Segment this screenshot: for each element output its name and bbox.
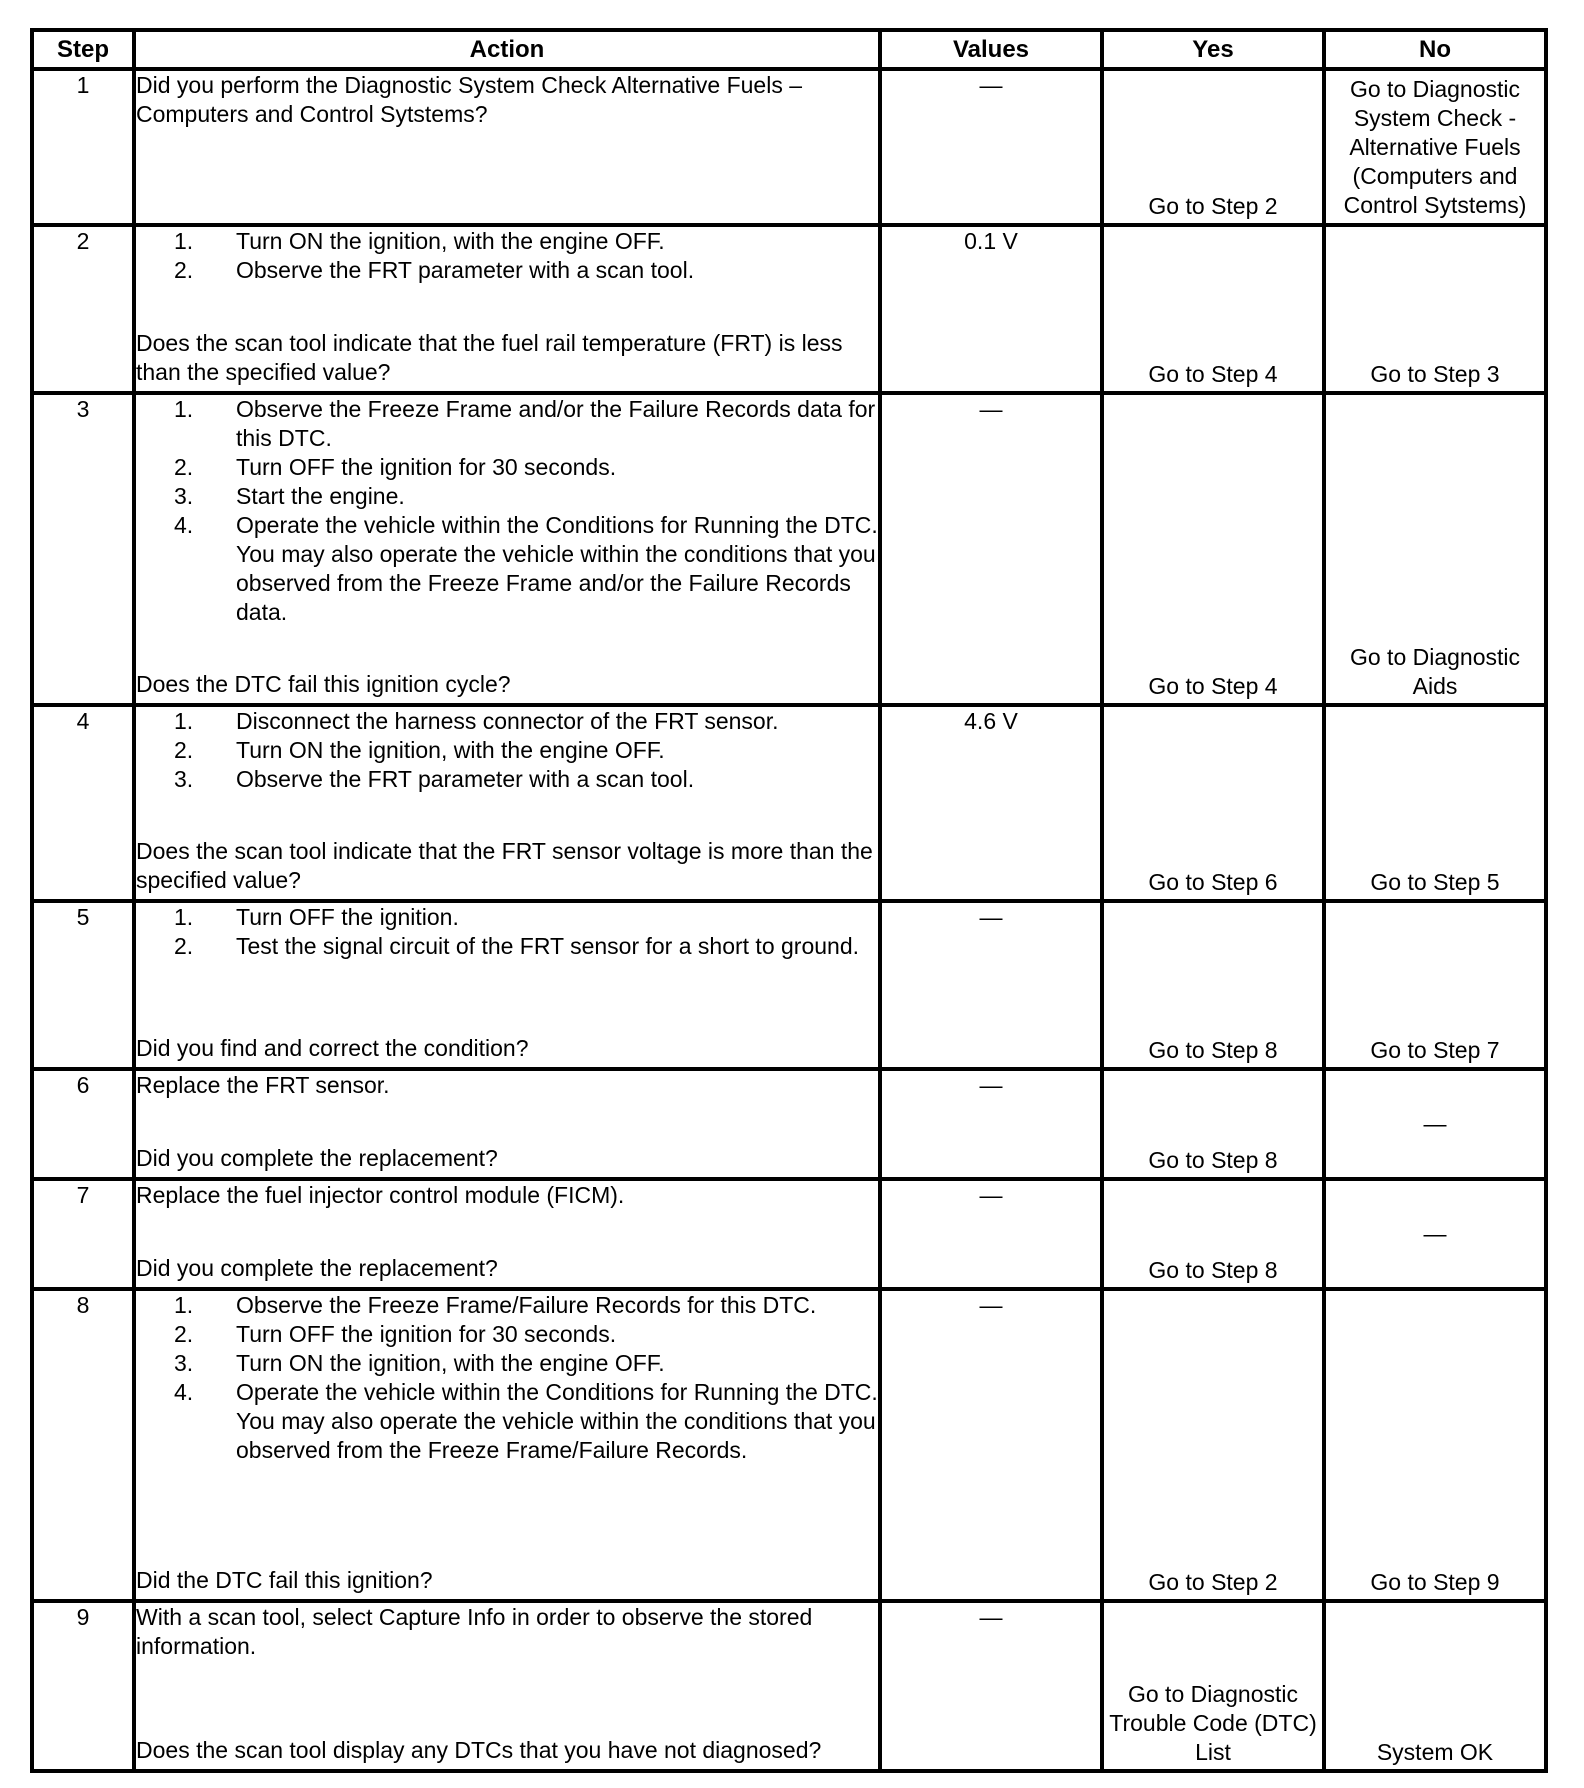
table-row (32, 705, 1546, 901)
action-cell (134, 901, 880, 1069)
no-cell (1324, 1069, 1546, 1179)
list-item-text: Observe the FRT parameter with a scan tool. (236, 257, 695, 283)
list-item (174, 453, 878, 482)
action-question: Does the scan tool indicate that the fuel rail temperature (FRT) is less than the specified value? (136, 330, 843, 385)
action-question: Does the DTC fail this ignition cycle? (136, 671, 511, 697)
list-item (174, 482, 878, 511)
step-number: 9 (32, 1601, 134, 1771)
list-item (174, 1349, 878, 1378)
list-item-number: 1. (174, 396, 194, 422)
list-item-text: Operate the vehicle within the Conditions for Running the DTC. You may also operate the vehicle within the conditions that you observed from the Freeze Frame and/or the Failure Records data. (236, 512, 878, 625)
step-number: 6 (32, 1069, 134, 1179)
action-intro: Did you perform the Diagnostic System Check Alternative Fuels – Computers and Control Sytstems? (136, 72, 803, 127)
list-item (174, 1291, 878, 1320)
list-item-number: 4. (174, 1379, 194, 1405)
list-item-text: Disconnect the harness connector of the FRT sensor. (236, 708, 779, 734)
yes-action-text: Go to Step 4 (1148, 361, 1278, 387)
value-cell: — (880, 1601, 1102, 1771)
table-row (32, 225, 1546, 393)
yes-action-text: Go to Diagnostic Trouble Code (DTC) List (1109, 1681, 1317, 1765)
action-cell (134, 1069, 880, 1179)
no-cell (1324, 1179, 1546, 1289)
list-item-text: Turn OFF the ignition. (236, 904, 459, 930)
no-cell (1324, 225, 1546, 393)
table-row (32, 69, 1546, 225)
action-cell (134, 393, 880, 705)
step-number: 7 (32, 1179, 134, 1289)
yes-action-text: Go to Step 4 (1148, 673, 1278, 699)
step-number: 2 (32, 225, 134, 393)
list-item (174, 395, 878, 453)
action-intro: Replace the fuel injector control module (FICM). (136, 1182, 625, 1208)
list-item-number: 3. (174, 766, 194, 792)
list-item-text: Observe the Freeze Frame and/or the Failure Records data for this DTC. (236, 396, 876, 451)
no-cell (1324, 901, 1546, 1069)
yes-cell (1102, 1179, 1324, 1289)
no-action-text: Go to Step 3 (1370, 361, 1500, 387)
list-item (174, 903, 878, 932)
action-question: Did you complete the replacement? (136, 1145, 498, 1171)
value-cell: 4.6 V (880, 705, 1102, 901)
list-item-number: 2. (174, 454, 194, 480)
list-item (174, 1378, 878, 1465)
list-item-number: 2. (174, 257, 194, 283)
list-item-text: Turn OFF the ignition for 30 seconds. (236, 454, 617, 480)
value-cell: 0.1 V (880, 225, 1102, 393)
step-number: 8 (32, 1289, 134, 1601)
no-action-text: Go to Step 7 (1370, 1037, 1500, 1063)
no-cell (1324, 393, 1546, 705)
action-cell (134, 1601, 880, 1771)
list-item-text: Turn ON the ignition, with the engine OFF. (236, 228, 665, 254)
list-item (174, 256, 878, 285)
yes-cell (1102, 1289, 1324, 1601)
action-steps-list (136, 707, 878, 794)
list-item-number: 3. (174, 483, 194, 509)
step-number: 1 (32, 69, 134, 225)
action-question: Did the DTC fail this ignition? (136, 1567, 433, 1593)
yes-cell (1102, 1069, 1324, 1179)
list-item-text: Observe the Freeze Frame/Failure Records for this DTC. (236, 1292, 817, 1318)
action-steps-list (136, 1291, 878, 1465)
yes-cell (1102, 901, 1324, 1069)
table-body (32, 69, 1546, 1771)
no-action-text: Go to Diagnostic Aids (1349, 644, 1521, 699)
yes-cell (1102, 1601, 1324, 1771)
list-item-number: 2. (174, 933, 194, 959)
yes-action-text: Go to Step 8 (1148, 1147, 1278, 1173)
action-cell (134, 69, 880, 225)
yes-cell (1102, 393, 1324, 705)
no-cell (1324, 69, 1546, 225)
list-item-text: Observe the FRT parameter with a scan tool. (236, 766, 695, 792)
no-action-text: — (1423, 1110, 1447, 1137)
list-item-number: 2. (174, 737, 194, 763)
action-cell (134, 705, 880, 901)
no-action-text: System OK (1376, 1739, 1494, 1765)
no-action-text: Go to Step 9 (1370, 1569, 1500, 1595)
list-item (174, 227, 878, 256)
table-row (32, 901, 1546, 1069)
value-cell: — (880, 393, 1102, 705)
list-item-number: 1. (174, 904, 194, 930)
yes-action-text: Go to Step 2 (1148, 193, 1278, 219)
yes-cell (1102, 225, 1324, 393)
list-item-text: Turn ON the ignition, with the engine OFF. (236, 1350, 665, 1376)
value-cell: — (880, 901, 1102, 1069)
header-action: Action (134, 30, 880, 69)
yes-action-text: Go to Step 2 (1148, 1569, 1278, 1595)
no-action-text: Go to Step 5 (1370, 869, 1500, 895)
action-cell (134, 1289, 880, 1601)
action-question: Did you find and correct the condition? (136, 1035, 529, 1061)
yes-cell (1102, 69, 1324, 225)
no-action-text: — (1423, 1220, 1447, 1247)
action-cell (134, 1179, 880, 1289)
list-item-text: Operate the vehicle within the Conditions for Running the DTC. You may also operate the vehicle within the conditions that you observed from the Freeze Frame/Failure Records. (236, 1379, 878, 1463)
yes-action-text: Go to Step 6 (1148, 869, 1278, 895)
action-cell (134, 225, 880, 393)
table-row (32, 393, 1546, 705)
action-steps-list (136, 903, 878, 961)
list-item-number: 3. (174, 1350, 194, 1376)
action-question: Does the scan tool indicate that the FRT sensor voltage is more than the specified value? (136, 838, 873, 893)
list-item-number: 1. (174, 228, 194, 254)
value-cell: — (880, 1289, 1102, 1601)
action-question: Does the scan tool display any DTCs that you have not diagnosed? (136, 1737, 822, 1763)
list-item (174, 707, 878, 736)
list-item-text: Turn OFF the ignition for 30 seconds. (236, 1321, 617, 1347)
action-question: Did you complete the replacement? (136, 1255, 498, 1281)
list-item (174, 1320, 878, 1349)
list-item-number: 2. (174, 1321, 194, 1347)
header-values: Values (880, 30, 1102, 69)
header-step: Step (32, 30, 134, 69)
step-number: 4 (32, 705, 134, 901)
list-item-number: 1. (174, 708, 194, 734)
value-cell: — (880, 1179, 1102, 1289)
list-item-text: Test the signal circuit of the FRT sensor for a short to ground. (236, 933, 860, 959)
list-item-text: Turn ON the ignition, with the engine OFF. (236, 737, 665, 763)
list-item (174, 736, 878, 765)
no-cell (1324, 1601, 1546, 1771)
header-row (32, 30, 1546, 69)
table-row (32, 1179, 1546, 1289)
table-row (32, 1289, 1546, 1601)
no-cell (1324, 705, 1546, 901)
list-item (174, 932, 878, 961)
step-number: 3 (32, 393, 134, 705)
yes-action-text: Go to Step 8 (1148, 1257, 1278, 1283)
table-row (32, 1069, 1546, 1179)
no-cell (1324, 1289, 1546, 1601)
list-item (174, 511, 878, 627)
diagnostic-table (30, 28, 1548, 1773)
table-row (32, 1601, 1546, 1771)
action-steps-list (136, 395, 878, 627)
value-cell: — (880, 69, 1102, 225)
action-intro: Replace the FRT sensor. (136, 1072, 390, 1098)
step-number: 5 (32, 901, 134, 1069)
list-item (174, 765, 878, 794)
no-action-text: Go to Diagnostic System Check - Alternative Fuels (Computers and Control Sytstems) (1343, 76, 1527, 218)
header-no: No (1324, 30, 1546, 69)
value-cell: — (880, 1069, 1102, 1179)
yes-cell (1102, 705, 1324, 901)
list-item-number: 1. (174, 1292, 194, 1318)
action-intro: With a scan tool, select Capture Info in order to observe the stored information. (136, 1604, 813, 1659)
list-item-number: 4. (174, 512, 194, 538)
header-yes: Yes (1102, 30, 1324, 69)
yes-action-text: Go to Step 8 (1148, 1037, 1278, 1063)
list-item-text: Start the engine. (236, 483, 405, 509)
action-steps-list (136, 227, 878, 285)
